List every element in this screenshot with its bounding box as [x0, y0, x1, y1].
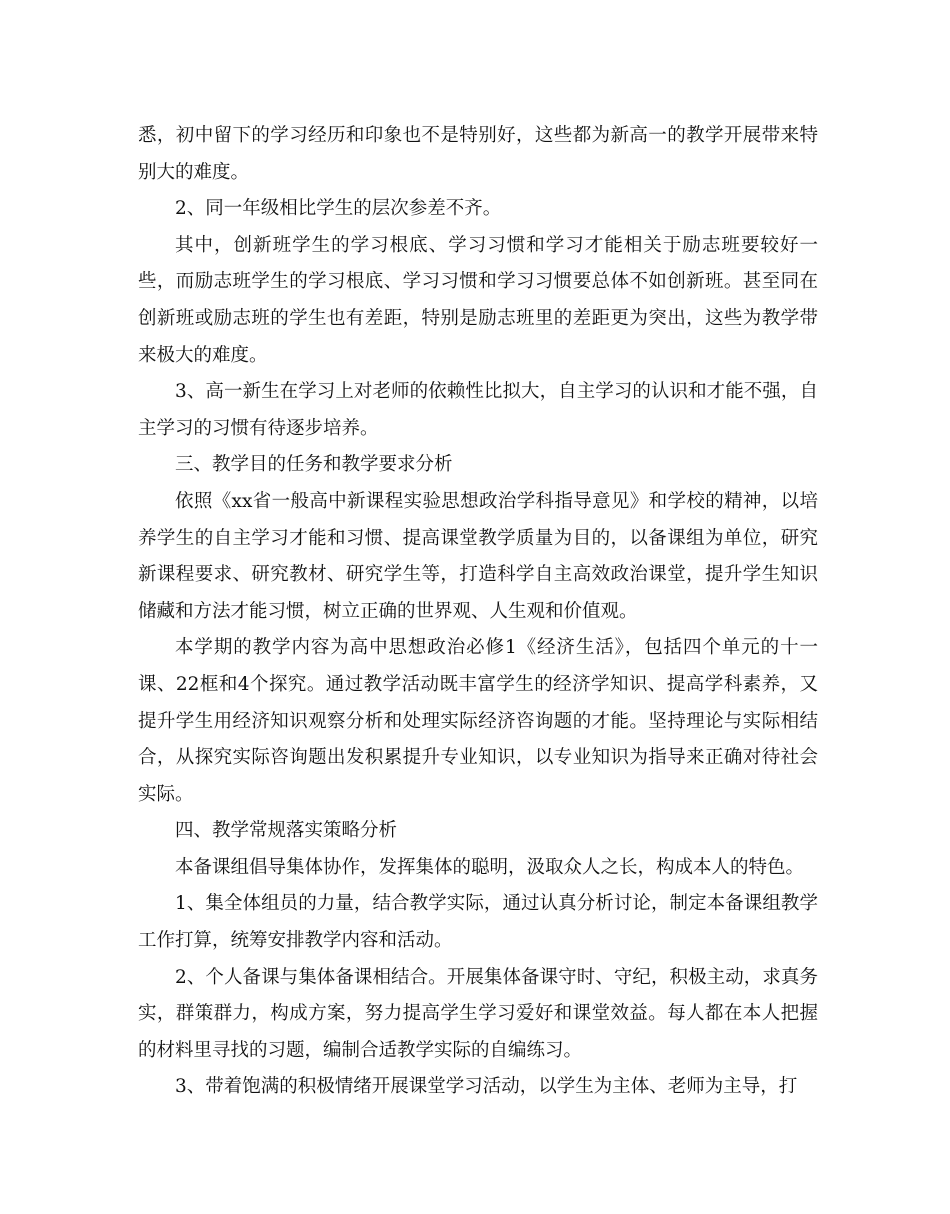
paragraph-strategy-3: 3、带着饱满的积极情绪开展课堂学习活动，以学生为主体、老师为主导，打 [175, 1076, 798, 1098]
section-heading-3: 三、教学目的任务和教学要求分析 [175, 454, 453, 476]
paragraph-strategy-1: 1、集全体组员的力量，结合教学实际，通过认真分析讨论，制定本备课组教学工作打算，统筹安排教学内容和活动。 [138, 893, 818, 952]
paragraph-continuation: 悉，初中留下的学习经历和印象也不是特别好，这些都为新高一的教学开展带来特别大的难度。 [138, 125, 818, 183]
paragraph-guidance: 依照《xx省一般高中新课程实验思想政治学科指导意见》和学校的精神，以培养学生的自主学习才能和习惯、提高课堂教学质量为目的，以备课组为单位，研究新课程要求、研究教材、研究学生等，打造科学自主高效政治课堂，提升学生知识储藏和方法才能习惯，树立正确的世界观、人生观和价值观。 [138, 490, 818, 622]
paragraph-item-2: 2、同一年级相比学生的层次参差不齐。 [175, 198, 502, 220]
paragraph-collaboration: 本备课组倡导集体协作，发挥集体的聪明，汲取众人之长，构成本人的特色。 [175, 856, 805, 878]
section-heading-4: 四、教学常规落实策略分析 [175, 820, 398, 842]
paragraph-content: 本学期的教学内容为高中思想政治必修1《经济生活》，包括四个单元的十一课、22框和4个探究。通过教学活动既丰富学生的经济学知识、提高学科素养，又提升学生用经济知识观察分析和处理实际经济咨询题的才能。坚持理论与实际相结合，从探究实际咨询题出发积累提升专业知识，以专业知识为指导来正确对待社会实际。 [138, 637, 818, 805]
paragraph-class-comparison: 其中，创新班学生的学习根底、学习习惯和学习才能相关于励志班要较好一些，而励志班学生的学习根底、学习习惯和学习习惯要总体不如创新班。甚至同在创新班或励志班的学生也有差距，特别是励志班里的差距更为突出，这些为教学带来极大的难度。 [138, 234, 818, 366]
paragraph-item-3: 3、高一新生在学习上对老师的依赖性比拟大，自主学习的认识和才能不强，自主学习的习惯有待逐步培养。 [138, 381, 818, 439]
paragraph-strategy-2: 2、个人备课与集体备课相结合。开展集体备课守时、守纪，积极主动，求真务实，群策群力，构成方案，努力提高学生学习爱好和课堂效益。每人都在本人把握的材料里寻找的习题，编制合适教学实际的自编练习。 [138, 966, 818, 1061]
document-body [138, 118, 818, 1106]
